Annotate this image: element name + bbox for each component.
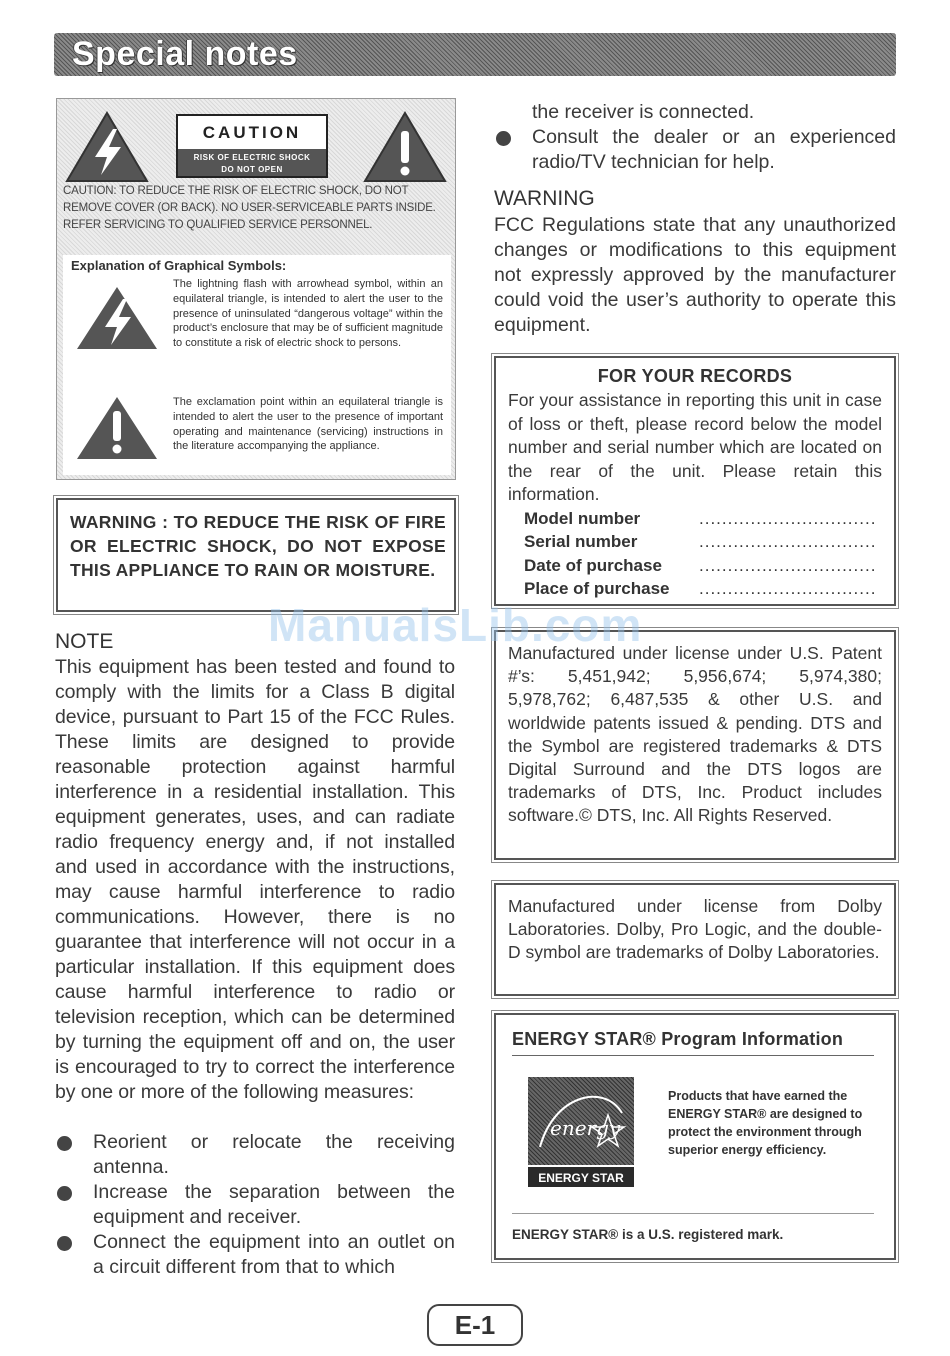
- exclamation-explanation: The exclamation point within an equilateral triangle is intended to alert the user to the presence of important operating and maintenance (servicing) instructions in the literature accompanying the appliance.: [173, 396, 443, 453]
- header-bar: [54, 33, 896, 76]
- energy-star-description: Products that have earned the ENERGY STAR® are designed to protect the environment through superior energy efficiency.: [668, 1089, 863, 1157]
- fire-warning-box: [56, 498, 456, 612]
- exclamation-triangle-icon: [363, 111, 447, 183]
- energy-star-logo-icon: [528, 1077, 634, 1187]
- fire-warning-text: WARNING : TO REDUCE THE RISK OF FIRE OR ELECTRIC SHOCK, DO NOT EXPOSE THIS APPLIANCE TO RAIN OR MOISTURE.: [70, 512, 446, 580]
- record-field-serial: [524, 530, 894, 554]
- caution-label-box: [176, 114, 328, 178]
- dolby-license-box: [494, 883, 896, 996]
- record-label: Place of purchase: [524, 579, 670, 598]
- page-title: Special notes: [72, 35, 298, 73]
- divider: [512, 1055, 874, 1056]
- records-body: For your assistance in reporting this unit in case of loss or theft, please record below the model number and serial number which are located on the rear of the unit. Please retain this information.: [508, 390, 882, 504]
- note-body: This equipment has been tested and found to comply with the limits for a Class B digital device, pursuant to Part 15 of the FCC Rules. These limits are designed to provide reasonable protection against harmful interference in a residential installation. This equipment generates, uses, and can radiate radio frequency energy and, if not installed and used in accordance with the instructions, may cause harmful interference to radio communications. However, there is no guarantee that interference will not occur in a particular installation. If this equipment does cause harmful interference to radio or television reception, which can be determined by turning the equipment off and on, the user is encouraged to try to correct the interference by one or more of the following measures:: [55, 656, 455, 1103]
- explanation-title: Explanation of Graphical Symbols:: [71, 258, 287, 273]
- record-field-place: [524, 577, 894, 601]
- note-bullet-list-right: [494, 125, 896, 175]
- fcc-warning-body: FCC Regulations state that any unauthorized changes or modifications to this equipment not expressly approved by the manufacturer could void the user’s authority to operate this equipment.: [494, 214, 896, 336]
- list-item: Reorient or relocate the receiving antenna.: [55, 1130, 455, 1180]
- lightning-explanation: The lightning flash with arrowhead symbol, within an equilateral triangle, is intended to alert the user to the presence of uninsulated “dangerous voltage” within the product’s enclosure that may be of sufficient magnitude to constitute a risk of electric shock to persons.: [173, 278, 443, 350]
- caution-panel: [56, 98, 456, 480]
- list-item: Consult the dealer or an experienced radio/TV technician for help.: [494, 125, 896, 175]
- energy-star-footer: ENERGY STAR® is a U.S. registered mark.: [512, 1227, 784, 1242]
- energy-star-box: [494, 1013, 896, 1260]
- symbols-explanation: [63, 255, 451, 475]
- caution-sublabel-2: DO NOT OPEN: [221, 165, 283, 174]
- caution-text: CAUTION: TO REDUCE THE RISK OF ELECTRIC SHOCK, DO NOT REMOVE COVER (OR BACK). NO USER-SERVICEABLE PARTS INSIDE. REFER SERVICING TO QUALIFIED SERVICE PERSONNEL.: [63, 185, 436, 231]
- dts-license-text: Manufactured under license under U.S. Patent #’s: 5,451,942; 5,956,674; 5,974,380; 5,978,762; 6,487,535 & other U.S. and worldwide patents issued & pending. DTS and the Symbol are registered trademarks & DTS Digital Surround and the DTS logos are trademarks of DTS, Inc. Product includes software.© DTS, Inc. All Rights Reserved.: [508, 643, 882, 826]
- energy-logo-script: energy: [550, 1116, 621, 1140]
- record-dots: ...............................: [699, 532, 877, 551]
- energy-star-script-icon: [534, 1083, 628, 1159]
- energy-star-logo-label: ENERGY STAR: [528, 1165, 634, 1187]
- divider: [512, 1213, 874, 1214]
- record-label: Model number: [524, 508, 641, 528]
- list-item: Increase the separation between the equipment and receiver.: [55, 1180, 455, 1230]
- record-label: Date of purchase: [524, 555, 662, 575]
- record-dots: ...............................: [699, 579, 877, 598]
- record-field-date: [524, 554, 894, 578]
- dolby-license-text: Manufactured under license from Dolby Laboratories. Dolby, Pro Logic, and the double-D symbol are trademarks of Dolby Laboratories.: [508, 896, 882, 963]
- watermark: ManualsLib.com: [268, 599, 643, 651]
- records-box: [494, 356, 896, 606]
- list-item: Connect the equipment into an outlet on a circuit different from that to which: [55, 1230, 455, 1280]
- records-title: FOR YOUR RECORDS: [597, 366, 793, 386]
- record-label: Serial number: [524, 532, 638, 551]
- energy-star-title: ENERGY STAR® Program Information: [512, 1029, 844, 1049]
- record-dots: ...............................: [699, 555, 877, 575]
- lightning-triangle-icon: [65, 111, 149, 183]
- fcc-warning-heading: WARNING: [494, 187, 595, 210]
- record-field-model: [524, 507, 894, 531]
- exclamation-triangle-icon: [75, 395, 159, 461]
- note-bullet-list: [55, 1130, 455, 1280]
- record-dots: ...............................: [699, 508, 877, 528]
- caution-label: CAUTION: [178, 116, 326, 149]
- lightning-triangle-icon: [75, 285, 159, 351]
- note-heading: NOTE: [55, 630, 114, 653]
- page-number: E-1: [427, 1304, 523, 1346]
- caution-sublabel-1: RISK OF ELECTRIC SHOCK: [193, 153, 311, 162]
- note-continued: the receiver is connected.: [532, 101, 755, 123]
- dts-license-box: [494, 630, 896, 860]
